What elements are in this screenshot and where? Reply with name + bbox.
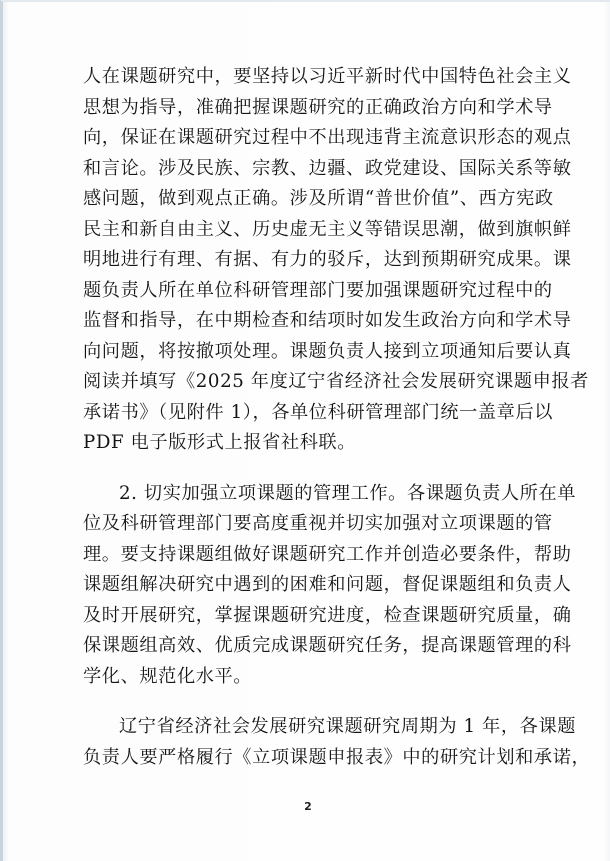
text-line: 负责人要严格履行《立项课题申报表》中的研究计划和承诺，: [83, 746, 591, 768]
text-line: 感问题，做到观点正确。涉及所谓“普世价值”、西方宪政: [83, 188, 554, 209]
text-line: 学化、规范化水平。: [83, 665, 253, 687]
text-line: 题负责人所在单位科研管理部门要加强课题研究过程中的: [83, 279, 553, 301]
text-line: 人在课题研究中，要坚持以习近平新时代中国特色社会主义: [83, 66, 572, 87]
document-body: [83, 62, 591, 773]
page-number: 2: [304, 800, 312, 813]
paragraph-project-management: [83, 479, 577, 693]
text-line: 向，保证在课题研究过程中不出现违背主流意识形态的观点: [83, 127, 572, 148]
paragraph-political-guidance: [83, 62, 589, 459]
text-line: 思想为指导，准确把握课题研究的正确政治方向和学术导: [83, 96, 553, 118]
text-line: 明地进行有理、有据、有力的驳斥，达到预期研究成果。课: [83, 249, 572, 270]
paragraph-research-period: [83, 712, 591, 773]
text-line: 和言论。涉及民族、宗教、边疆、政党建设、国际关系等敏: [83, 157, 572, 179]
text-line: 课题组解决研究中遇到的困难和问题，督促课题组和负责人: [83, 574, 572, 595]
paragraph-spacer: [83, 692, 533, 712]
paragraph-spacer: [83, 459, 533, 479]
text-line: 理。要支持课题组做好课题研究工作并创造必要条件，帮助: [83, 543, 572, 565]
text-line: 民主和新自由主义、历史虚无主义等错误思潮，做到旗帜鲜: [83, 218, 572, 240]
text-line: 承诺书》（见附件 1），各单位科研管理部门统一盖章后以: [83, 401, 554, 423]
text-line: 辽宁省经济社会发展研究课题研究周期为 1 年，各课题: [119, 716, 577, 737]
text-line: 及时开展研究，掌握课题研究进度，检查课题研究质量，确: [83, 604, 572, 626]
text-line: 向问题，将按撤项处理。课题负责人接到立项通知后要认真: [83, 340, 572, 362]
text-line: 位及科研管理部门要高度重视并切实加强对立项课题的管: [83, 513, 553, 534]
text-line: 阅读并填写《2025 年度辽宁省经济社会发展研究课题申报者: [83, 371, 589, 392]
text-line: PDF 电子版形式上报省社科联。: [83, 432, 357, 453]
text-line: 保课题组高效、优质完成课题研究任务，提高课题管理的科: [83, 635, 572, 656]
text-line: 2. 切实加强立项课题的管理工作。各课题负责人所在单: [119, 482, 577, 504]
text-line: 监督和指导，在中期检查和结项时如发生政治方向和学术导: [83, 310, 572, 331]
